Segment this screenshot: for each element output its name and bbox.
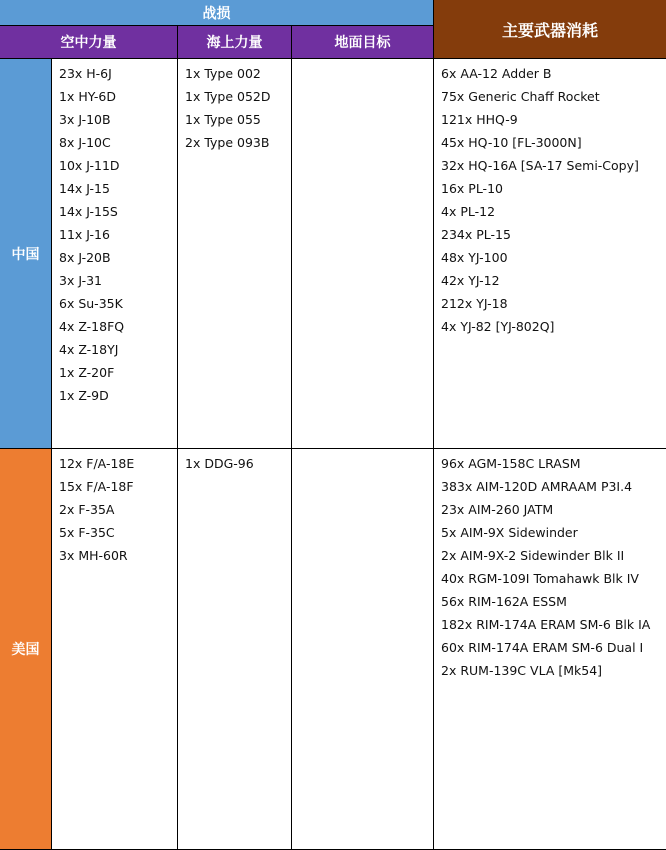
china-weapons-cell (434, 59, 666, 449)
list-item: 1x HY-6D (59, 89, 116, 104)
list-item: 1x Z-20F (59, 365, 115, 380)
list-item: 14x J-15 (59, 181, 110, 196)
list-item: 23x AIM-260 JATM (441, 502, 554, 517)
list-item: 182x RIM-174A ERAM SM-6 Blk IA (441, 617, 651, 632)
list-item: 4x YJ-82 [YJ-802Q] (441, 319, 555, 334)
list-item: 48x YJ-100 (441, 250, 508, 265)
list-item: 1x Type 055 (185, 112, 261, 127)
list-item: 16x PL-10 (441, 181, 503, 196)
list-item: 1x Type 052D (185, 89, 271, 104)
list-item: 6x AA-12 Adder B (441, 66, 552, 81)
us-weapons-cell (434, 449, 666, 850)
list-item: 1x Type 002 (185, 66, 261, 81)
list-item: 2x RUM-139C VLA [Mk54] (441, 663, 603, 678)
list-item: 11x J-16 (59, 227, 110, 242)
list-item: 121x HHQ-9 (441, 112, 518, 127)
us-sea-losses-cell (178, 449, 292, 850)
list-item: 212x YJ-18 (441, 296, 508, 311)
list-item: 1x Z-9D (59, 388, 109, 403)
list-item: 56x RIM-162A ESSM (441, 594, 567, 609)
list-item: 4x PL-12 (441, 204, 496, 219)
china-sea-losses-list (185, 62, 291, 154)
list-item: 6x Su-35K (59, 296, 123, 311)
china-air-losses-cell (52, 59, 178, 449)
us-air-losses-cell (52, 449, 178, 850)
list-item: 1x DDG-96 (185, 456, 254, 471)
list-item: 2x F-35A (59, 502, 115, 517)
list-item: 3x J-10B (59, 112, 111, 127)
ground-target-header: 地面目标 (292, 26, 434, 59)
us-air-losses-list (59, 452, 177, 567)
list-item: 60x RIM-174A ERAM SM-6 Dual I (441, 640, 644, 655)
list-item: 96x AGM-158C LRASM (441, 456, 581, 471)
us-ground-losses-cell (292, 449, 434, 850)
list-item: 42x YJ-12 (441, 273, 500, 288)
list-item: 15x F/A-18F (59, 479, 134, 494)
sea-power-header: 海上力量 (178, 26, 292, 59)
china-sea-losses-cell (178, 59, 292, 449)
china-weapons-list (441, 62, 666, 338)
list-item: 383x AIM-120D AMRAAM P3I.4 (441, 479, 633, 494)
list-item: 10x J-11D (59, 158, 120, 173)
list-item: 45x HQ-10 [FL-3000N] (441, 135, 582, 150)
list-item: 32x HQ-16A [SA-17 Semi-Copy] (441, 158, 639, 173)
list-item: 4x Z-18YJ (59, 342, 119, 357)
side-label-us: 美国 (0, 449, 52, 850)
list-item: 5x AIM-9X Sidewinder (441, 525, 578, 540)
list-item: 234x PL-15 (441, 227, 511, 242)
list-item: 2x Type 093B (185, 135, 270, 150)
list-item: 3x MH-60R (59, 548, 128, 563)
air-power-header: 空中力量 (0, 26, 178, 59)
list-item: 5x F-35C (59, 525, 115, 540)
china-ground-losses-cell (292, 59, 434, 449)
list-item: 14x J-15S (59, 204, 118, 219)
list-item: 40x RGM-109I Tomahawk Blk IV (441, 571, 639, 586)
list-item: 3x J-31 (59, 273, 102, 288)
china-air-losses-list (59, 62, 177, 407)
us-weapons-list (441, 452, 666, 682)
list-item: 4x Z-18FQ (59, 319, 125, 334)
battle-damage-header: 战损 (0, 0, 434, 26)
list-item: 75x Generic Chaff Rocket (441, 89, 600, 104)
us-sea-losses-list (185, 452, 291, 475)
list-item: 2x AIM-9X-2 Sidewinder Blk II (441, 548, 625, 563)
list-item: 8x J-20B (59, 250, 111, 265)
list-item: 23x H-6J (59, 66, 112, 81)
list-item: 12x F/A-18E (59, 456, 135, 471)
weapons-consumption-header: 主要武器消耗 (434, 0, 666, 59)
side-label-china: 中国 (0, 59, 52, 449)
list-item: 8x J-10C (59, 135, 111, 150)
